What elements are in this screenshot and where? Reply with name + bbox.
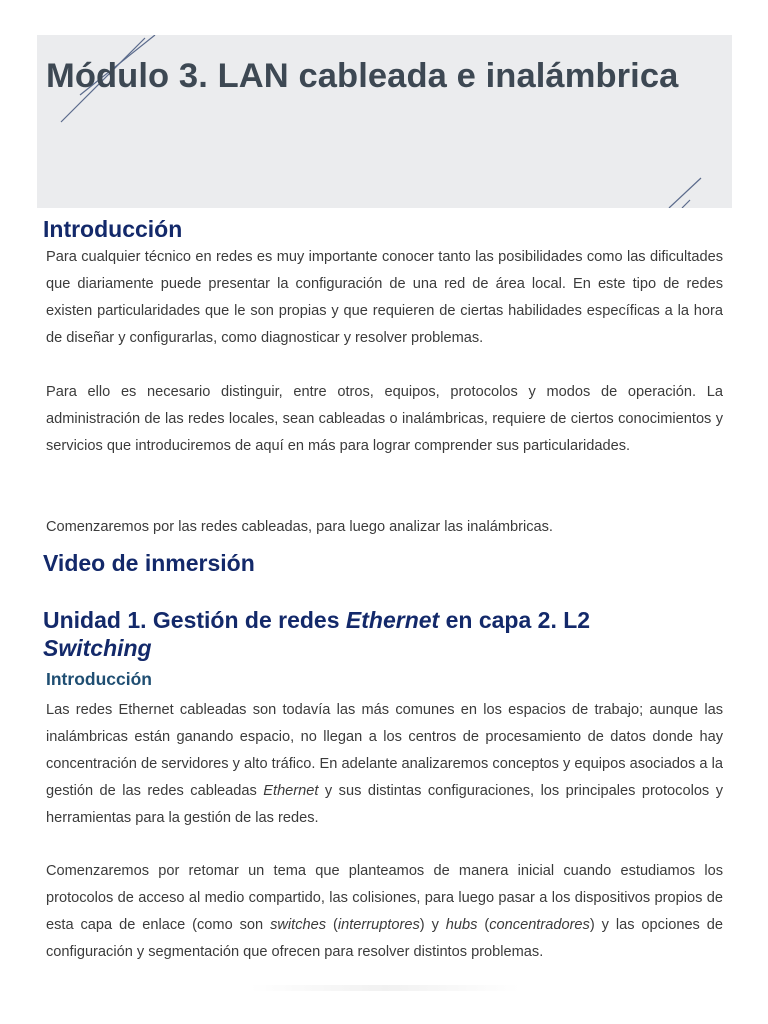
video-heading: Video de inmersión bbox=[43, 550, 255, 576]
unit1-subheading: Introducción bbox=[46, 669, 152, 689]
intro-paragraph-2: Para ello es necesario distinguir, entre otros, equipos, protocolos y modos de operación. La administración de las redes locales, sean cableadas o inalámbricas, requiere de ciertos conocimientos y servicios que introduciremos de aquí en más para lograr comprender sus particularidades. bbox=[46, 384, 723, 454]
intro-heading: Introducción bbox=[43, 216, 183, 242]
intro-paragraph-1: Para cualquier técnico en redes es muy importante conocer tanto las posibilidades como las dificultades que diariamente puede presentar la configuración de una red de área local. En este tipo de redes existen particularidades que le son propias y que requieren de ciertas habilidades específicas a la hora de diseñar y configurarlas, como diagnosticar y resolver problemas. bbox=[46, 249, 723, 346]
intro-paragraph-3: Comenzaremos por las redes cableadas, para luego analizar las inalámbricas. bbox=[46, 519, 553, 535]
page-divider bbox=[250, 985, 520, 991]
unit1-heading: Unidad 1. Gestión de redes Ethernet en capa 2. L2 Switching bbox=[43, 607, 591, 661]
unit1-paragraph-2: Comenzaremos por retomar un tema que planteamos de manera inicial cuando estudiamos los protocolos de acceso al medio compartido, las colisiones, para luego pasar a los dispositivos propios de esta capa de enlace (como son switches (interruptores) y hubs (concentradores) y las opciones de configuración y segmentación que ofrecen para resolver distintos problemas. bbox=[46, 863, 724, 960]
module-title: Módulo 3. LAN cableada e inalámbrica bbox=[46, 57, 679, 95]
module-banner bbox=[37, 35, 732, 208]
unit1-paragraph-1: Las redes Ethernet cableadas son todavía las más comunes en los espacios de trabajo; aunque las inalámbricas están ganando espacio, no llegan a los centros de procesamiento de datos donde hay concentración de servidores y alto tráfico. En adelante analizaremos conceptos y equipos asociados a la gestión de las redes cableadas Ethernet y sus distintas configuraciones, los principales protocolos y herramientas para la gestión de las redes. bbox=[46, 702, 723, 826]
